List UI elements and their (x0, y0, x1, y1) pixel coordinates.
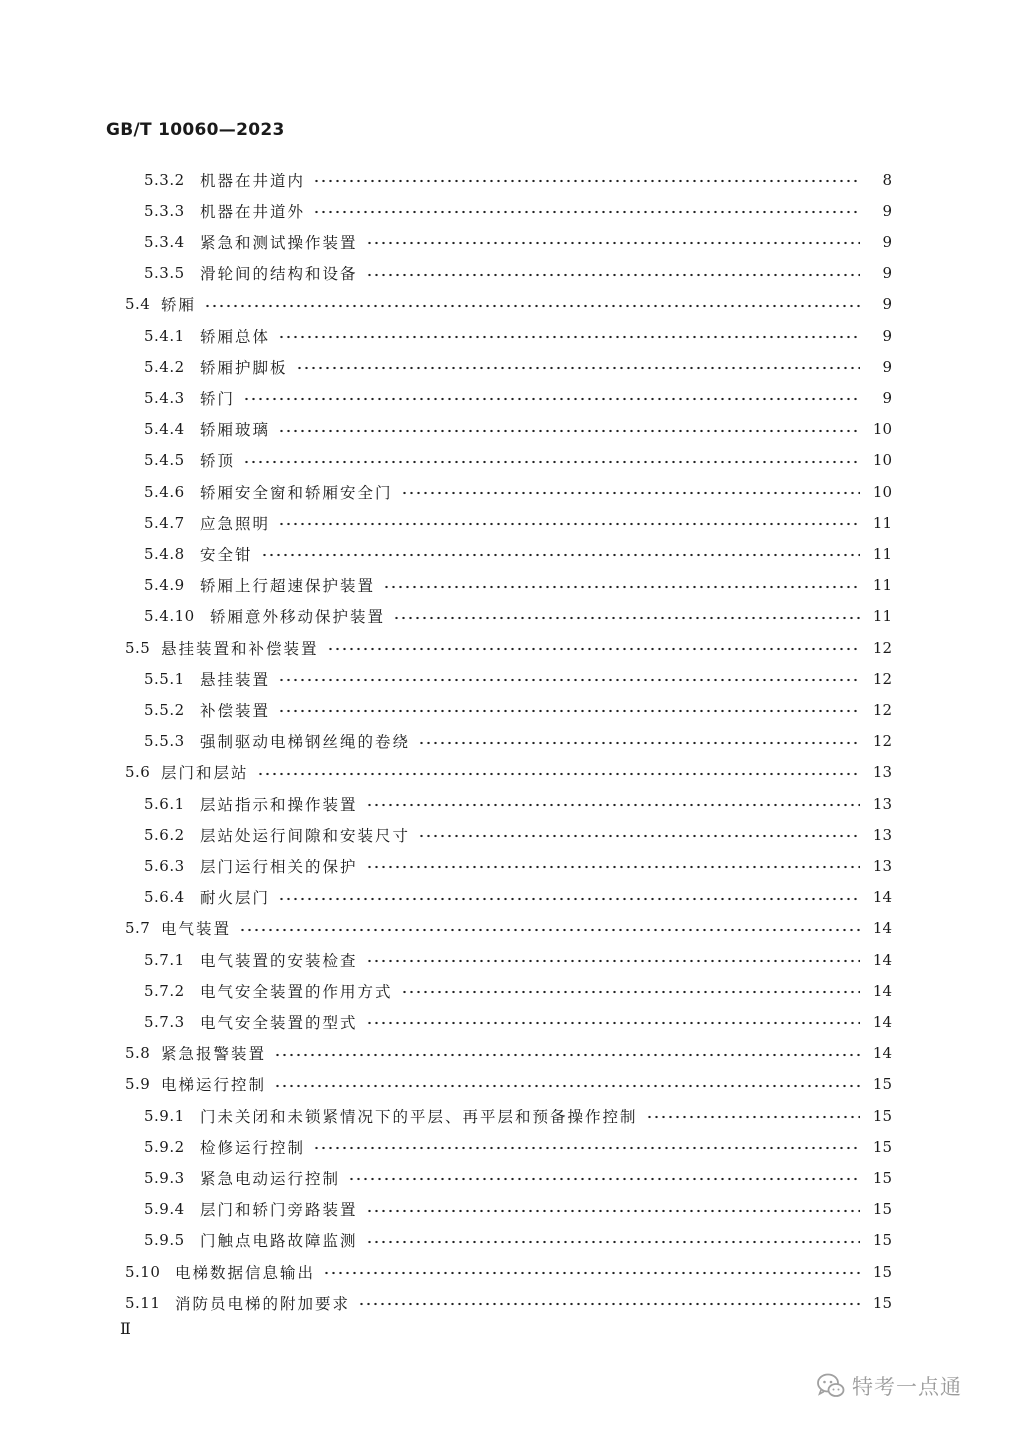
toc-entry-number: 5.4.5 (144, 451, 185, 470)
toc-leader-dots (239, 928, 860, 932)
toc-entry-number: 5.5 (125, 638, 151, 657)
toc-entry-page: 9 (882, 232, 892, 251)
toc-entry-number: 5.9.4 (144, 1200, 185, 1219)
toc-entry (0, 694, 1010, 725)
toc-entry-title: 应急照明 (200, 514, 271, 533)
toc-entry (0, 1162, 1010, 1193)
toc-leader-dots (366, 241, 860, 245)
toc-entry-title: 层门运行相关的保护 (200, 857, 358, 876)
toc-entry-title: 轿厢护脚板 (200, 358, 288, 377)
toc-leader-dots (274, 1053, 860, 1057)
toc-leader-dots (313, 1146, 860, 1150)
toc-entry-number: 5.4.8 (144, 544, 185, 563)
toc-leader-dots (278, 678, 860, 682)
toc-entry-number: 5.6 (125, 763, 151, 782)
toc-entry-title: 检修运行控制 (200, 1138, 306, 1157)
page-number: Ⅱ (120, 1319, 131, 1338)
toc-entry-number: 5.7 (125, 919, 151, 938)
toc-entry-number: 5.6.3 (144, 856, 185, 875)
toc-entry-title: 悬挂装置 (200, 670, 271, 689)
toc-entry-number: 5.7.3 (144, 1012, 185, 1031)
watermark-text: 特考一点通 (852, 1375, 962, 1399)
toc-entry-title: 电气装置的安装检查 (200, 951, 358, 970)
toc-entry-title: 机器在井道内 (200, 171, 306, 190)
toc-entry-page: 12 (872, 638, 892, 657)
toc-entry (0, 289, 1010, 320)
toc-entry-title: 电气装置 (161, 920, 232, 939)
toc-entry (0, 819, 1010, 850)
toc-leader-dots (278, 335, 860, 339)
toc-entry-title: 安全钳 (200, 545, 253, 564)
toc-leader-dots (418, 741, 860, 745)
toc-entry-page: 10 (872, 482, 892, 501)
toc-entry-page: 15 (872, 1137, 892, 1156)
toc-entry-page: 11 (872, 607, 892, 626)
toc-entry-number: 5.9.2 (144, 1137, 185, 1156)
toc-entry-title: 门未关闭和未锁紧情况下的平层、再平层和预备操作控制 (200, 1107, 638, 1126)
toc-entry-number: 5.7.1 (144, 950, 185, 969)
toc-leader-dots (366, 1209, 860, 1213)
toc-entry-title: 强制驱动电梯钢丝绳的卷绕 (200, 733, 411, 752)
toc-entry-title: 轿厢 (161, 296, 197, 315)
toc-entry (0, 1038, 1010, 1069)
toc-entry-number: 5.9.5 (144, 1231, 185, 1250)
toc-entry-page: 15 (872, 1200, 892, 1219)
toc-leader-dots (401, 491, 860, 495)
toc-entry-page: 14 (872, 981, 892, 1000)
toc-entry-number: 5.3.3 (144, 201, 185, 220)
toc-entry (0, 538, 1010, 569)
toc-entry (0, 663, 1010, 694)
toc-entry (0, 414, 1010, 445)
toc-entry (0, 1131, 1010, 1162)
toc-leader-dots (366, 1021, 860, 1025)
toc-entry-page: 9 (882, 264, 892, 283)
toc-entry (0, 726, 1010, 757)
toc-entry (0, 382, 1010, 413)
toc-entry-title: 门触点电路故障监测 (200, 1232, 358, 1251)
toc-leader-dots (366, 803, 860, 807)
toc-entry-title: 轿厢总体 (200, 327, 271, 346)
toc-entry (0, 226, 1010, 257)
toc-entry-title: 紧急报警装置 (161, 1045, 267, 1064)
toc-leader-dots (401, 990, 860, 994)
toc-entry-page: 15 (872, 1075, 892, 1094)
toc-entry-number: 5.4.3 (144, 388, 185, 407)
toc-entry-page: 11 (872, 576, 892, 595)
toc-entry-number: 5.5.1 (144, 669, 185, 688)
toc-entry-page: 15 (872, 1262, 892, 1281)
toc-entry-title: 轿厢安全窗和轿厢安全门 (200, 483, 393, 502)
toc-entry-number: 5.9.1 (144, 1106, 185, 1125)
toc-entry-page: 12 (872, 732, 892, 751)
toc-entry-title: 层站处运行间隙和安装尺寸 (200, 826, 411, 845)
toc-entry (0, 913, 1010, 944)
toc-leader-dots (366, 273, 860, 277)
toc-entry-page: 13 (872, 794, 892, 813)
standard-code: GB/T 10060—2023 (106, 120, 285, 140)
toc-entry (0, 507, 1010, 538)
toc-leader-dots (348, 1177, 860, 1181)
toc-entry-title: 消防员电梯的附加要求 (175, 1294, 351, 1313)
toc-entry-number: 5.4.4 (144, 420, 185, 439)
toc-entry-number: 5.4.9 (144, 576, 185, 595)
toc-entry (0, 975, 1010, 1006)
watermark (816, 1370, 962, 1402)
toc-entry-number: 5.4.1 (144, 326, 185, 345)
toc-entry-number: 5.4.6 (144, 482, 185, 501)
toc-entry (0, 1287, 1010, 1318)
toc-entry-page: 15 (872, 1293, 892, 1312)
toc-entry (0, 164, 1010, 195)
toc-entry-title: 层门和轿门旁路装置 (200, 1201, 358, 1220)
toc-entry-number: 5.4.2 (144, 357, 185, 376)
toc-leader-dots (323, 1271, 860, 1275)
toc-leader-dots (383, 585, 860, 589)
toc-entry-title: 补偿装置 (200, 701, 271, 720)
toc-entry (0, 788, 1010, 819)
toc-leader-dots (204, 304, 860, 308)
toc-entry (0, 601, 1010, 632)
toc-entry-number: 5.8 (125, 1044, 151, 1063)
toc-entry-number: 5.7.2 (144, 981, 185, 1000)
toc-entry (0, 195, 1010, 226)
toc-entry (0, 351, 1010, 382)
toc-entry-number: 5.10 (125, 1262, 161, 1281)
toc-leader-dots (296, 366, 860, 370)
toc-entry-page: 15 (872, 1168, 892, 1187)
toc-entry (0, 1069, 1010, 1100)
toc-entry-number: 5.11 (125, 1293, 161, 1312)
toc-entry-number: 5.4.7 (144, 513, 185, 532)
toc-leader-dots (358, 1302, 860, 1306)
toc-entry-title: 机器在井道外 (200, 202, 306, 221)
toc-entry-title: 轿厢玻璃 (200, 421, 271, 440)
toc-entry-title: 紧急电动运行控制 (200, 1169, 341, 1188)
toc-entry-title: 轿厢意外移动保护装置 (210, 608, 386, 627)
toc-entry-page: 13 (872, 763, 892, 782)
toc-entry-number: 5.6.1 (144, 794, 185, 813)
toc-leader-dots (366, 865, 860, 869)
toc-entry-page: 14 (872, 1012, 892, 1031)
toc-entry (0, 1225, 1010, 1256)
toc-entry-number: 5.6.2 (144, 825, 185, 844)
toc-entry-title: 电梯运行控制 (161, 1076, 267, 1095)
toc-entry-page: 13 (872, 825, 892, 844)
toc-leader-dots (274, 1084, 860, 1088)
toc-entry-title: 滑轮间的结构和设备 (200, 265, 358, 284)
toc-entry (0, 320, 1010, 351)
toc-entry (0, 570, 1010, 601)
toc-entry (0, 1194, 1010, 1225)
toc-leader-dots (646, 1115, 860, 1119)
toc-entry-page: 11 (872, 544, 892, 563)
toc-entry-number: 5.6.4 (144, 888, 185, 907)
wechat-icon (816, 1371, 846, 1401)
toc-leader-dots (278, 429, 860, 433)
toc-entry-page: 11 (872, 513, 892, 532)
toc-entry-page: 14 (872, 1044, 892, 1063)
toc-entry (0, 445, 1010, 476)
toc-entry-title: 电气安全装置的作用方式 (200, 982, 393, 1001)
toc-entry-page: 9 (882, 201, 892, 220)
toc-entry (0, 944, 1010, 975)
toc-entry-page: 14 (872, 919, 892, 938)
toc-entry-title: 电梯数据信息输出 (175, 1263, 316, 1282)
toc-leader-dots (257, 772, 860, 776)
toc-leader-dots (243, 460, 860, 464)
toc-entry-page: 12 (872, 669, 892, 688)
toc-entry (0, 882, 1010, 913)
toc-entry-page: 10 (872, 451, 892, 470)
toc-entry (0, 757, 1010, 788)
toc-entry-number: 5.5.3 (144, 732, 185, 751)
toc-entry-number: 5.4.10 (144, 607, 195, 626)
toc-entry (0, 476, 1010, 507)
toc-leader-dots (261, 553, 860, 557)
toc-leader-dots (313, 179, 860, 183)
toc-entry (0, 632, 1010, 663)
toc-entry-number: 5.3.5 (144, 264, 185, 283)
toc-leader-dots (278, 897, 860, 901)
toc-leader-dots (366, 1240, 860, 1244)
toc-entry-title: 电气安全装置的型式 (200, 1013, 358, 1032)
toc-entry-title: 悬挂装置和补偿装置 (161, 639, 319, 658)
toc-entry-page: 9 (882, 357, 892, 376)
toc-entry (0, 1256, 1010, 1287)
toc-entry (0, 1100, 1010, 1131)
toc-entry-page: 13 (872, 856, 892, 875)
toc-leader-dots (327, 647, 860, 651)
toc-entry-number: 5.5.2 (144, 700, 185, 719)
toc-entry-title: 耐火层门 (200, 889, 271, 908)
toc-entry-title: 层门和层站 (161, 764, 249, 783)
toc-entry-page: 9 (882, 388, 892, 407)
toc-entry (0, 850, 1010, 881)
toc-entry (0, 258, 1010, 289)
toc-entry-title: 层站指示和操作装置 (200, 795, 358, 814)
toc-entry-page: 14 (872, 888, 892, 907)
toc-entry-page: 12 (872, 700, 892, 719)
toc-entry-page: 9 (882, 326, 892, 345)
toc-entry-page: 9 (882, 295, 892, 314)
toc-entry-title: 紧急和测试操作装置 (200, 233, 358, 252)
toc-entry-number: 5.9 (125, 1075, 151, 1094)
toc-entry-number: 5.4 (125, 295, 151, 314)
toc-leader-dots (243, 397, 860, 401)
toc-entry-number: 5.3.2 (144, 170, 185, 189)
toc-entry (0, 1006, 1010, 1037)
toc-entry-title: 轿厢上行超速保护装置 (200, 577, 376, 596)
toc-leader-dots (278, 522, 860, 526)
toc-leader-dots (278, 709, 860, 713)
toc-leader-dots (418, 834, 860, 838)
toc-entry-page: 14 (872, 950, 892, 969)
toc-entry-page: 8 (882, 170, 892, 189)
toc-entry-title: 轿门 (200, 389, 236, 408)
toc-entry-page: 15 (872, 1231, 892, 1250)
toc-entry-number: 5.9.3 (144, 1168, 185, 1187)
toc-entry-title: 轿顶 (200, 452, 236, 471)
toc-leader-dots (313, 210, 860, 214)
toc-leader-dots (393, 616, 860, 620)
toc-leader-dots (366, 959, 860, 963)
toc-entry-page: 15 (872, 1106, 892, 1125)
toc-entry-page: 10 (872, 420, 892, 439)
toc-entry-number: 5.3.4 (144, 232, 185, 251)
